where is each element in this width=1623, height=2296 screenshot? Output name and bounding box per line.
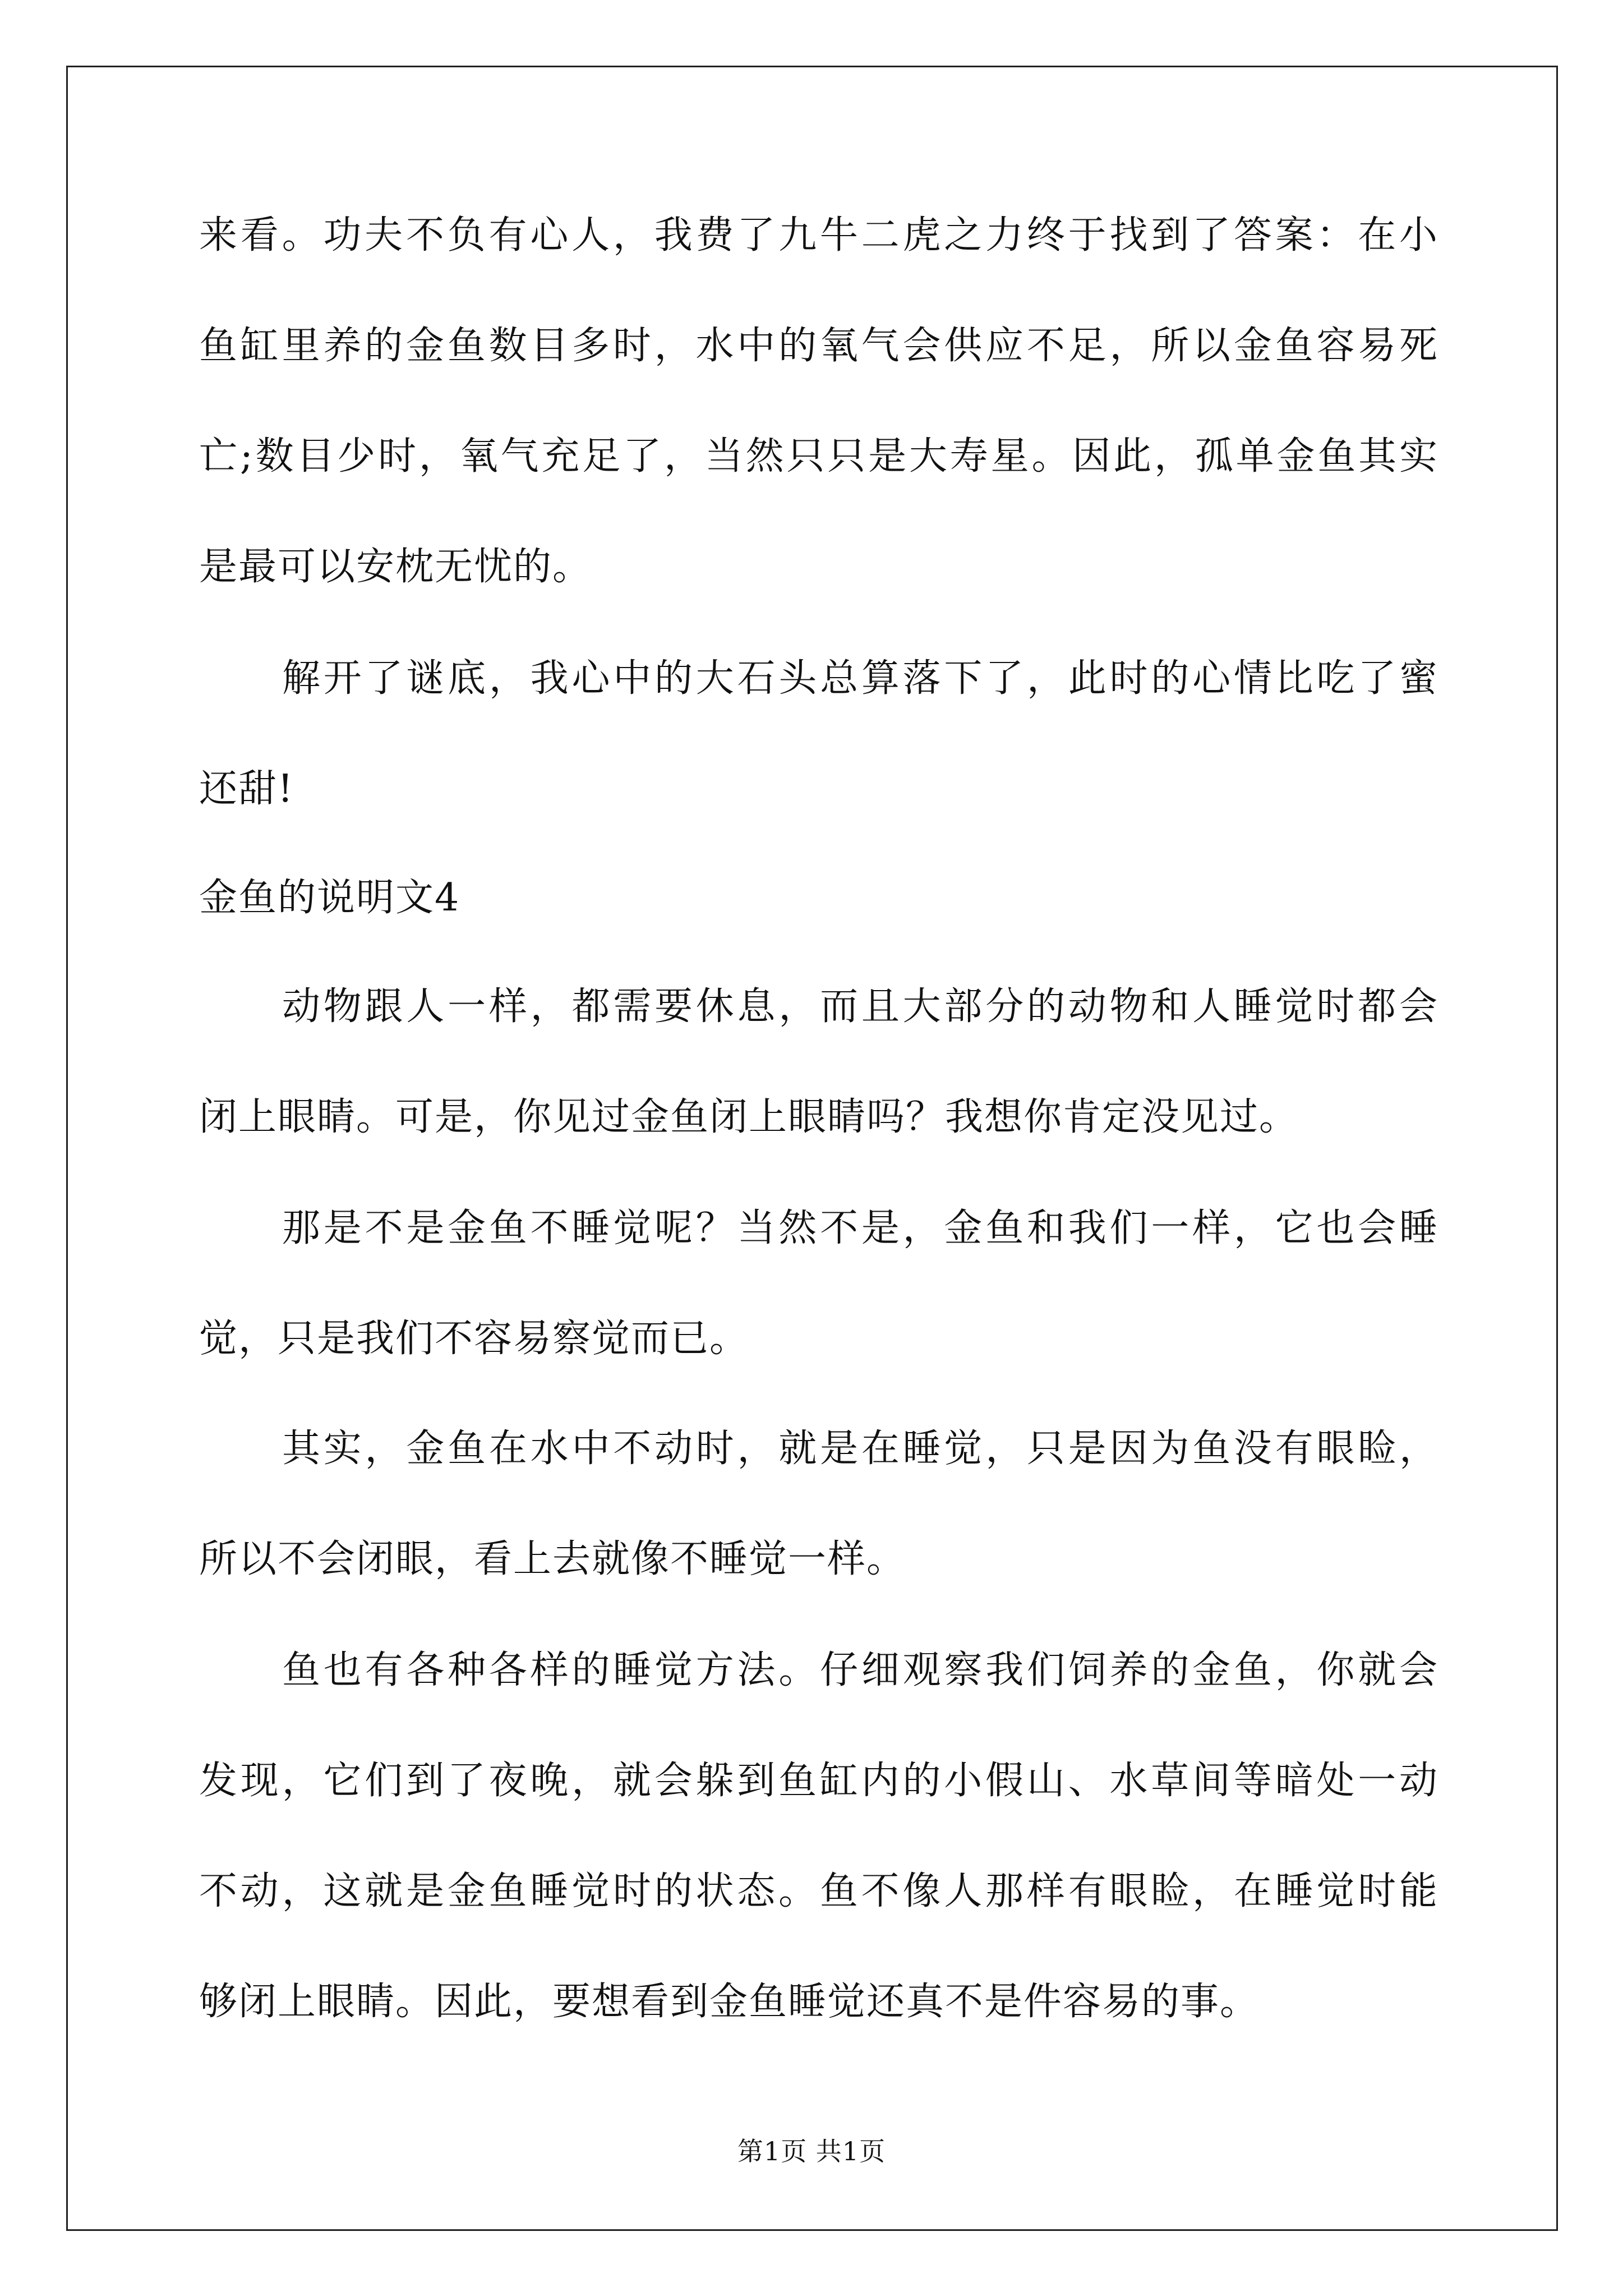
text-line: 不动，这就是金鱼睡觉时的状态。鱼不像人那样有眼睑，在睡觉时能 [199,1869,1438,1913]
paragraph-first-line: 那是不是金鱼不睡觉呢？当然不是，金鱼和我们一样，它也会睡 [282,1206,1438,1250]
text-line: 发现，它们到了夜晚，就会躲到鱼缸内的小假山、水草间等暗处一动 [199,1759,1438,1803]
text-line: 所以不会闭眼，看上去就像不睡觉一样。 [199,1537,906,1581]
text-line: 是最可以安枕无忧的。 [199,545,592,589]
text-line: 来看。功夫不负有心人，我费了九牛二虎之力终于找到了答案：在小 [199,213,1438,257]
section-heading: 金鱼的说明文4 [199,876,460,920]
text-line: 亡;数目少时，氧气充足了，当然只只是大寿星。因此，孤单金鱼其实 [199,434,1438,478]
paragraph-first-line: 其实，金鱼在水中不动时，就是在睡觉，只是因为鱼没有眼睑， [282,1427,1438,1471]
paragraph-first-line: 解开了谜底，我心中的大石头总算落下了，此时的心情比吃了蜜 [282,656,1438,701]
text-line: 闭上眼睛。可是，你见过金鱼闭上眼睛吗？我想你肯定没见过。 [199,1095,1299,1139]
text-line: 觉，只是我们不容易察觉而已。 [199,1317,749,1361]
text-line: 够闭上眼睛。因此，要想看到金鱼睡觉还真不是件容易的事。 [199,1980,1260,2024]
text-line: 还甜! [199,767,294,811]
paragraph-first-line: 鱼也有各种各样的睡觉方法。仔细观察我们饲养的金鱼，你就会 [282,1648,1438,1692]
paragraph-first-line: 动物跟人一样，都需要休息，而且大部分的动物和人睡觉时都会 [282,984,1438,1029]
page-footer: 第1页 共1页 [737,2136,886,2166]
text-line: 鱼缸里养的金鱼数目多时，水中的氧气会供应不足，所以金鱼容易死 [199,324,1438,368]
